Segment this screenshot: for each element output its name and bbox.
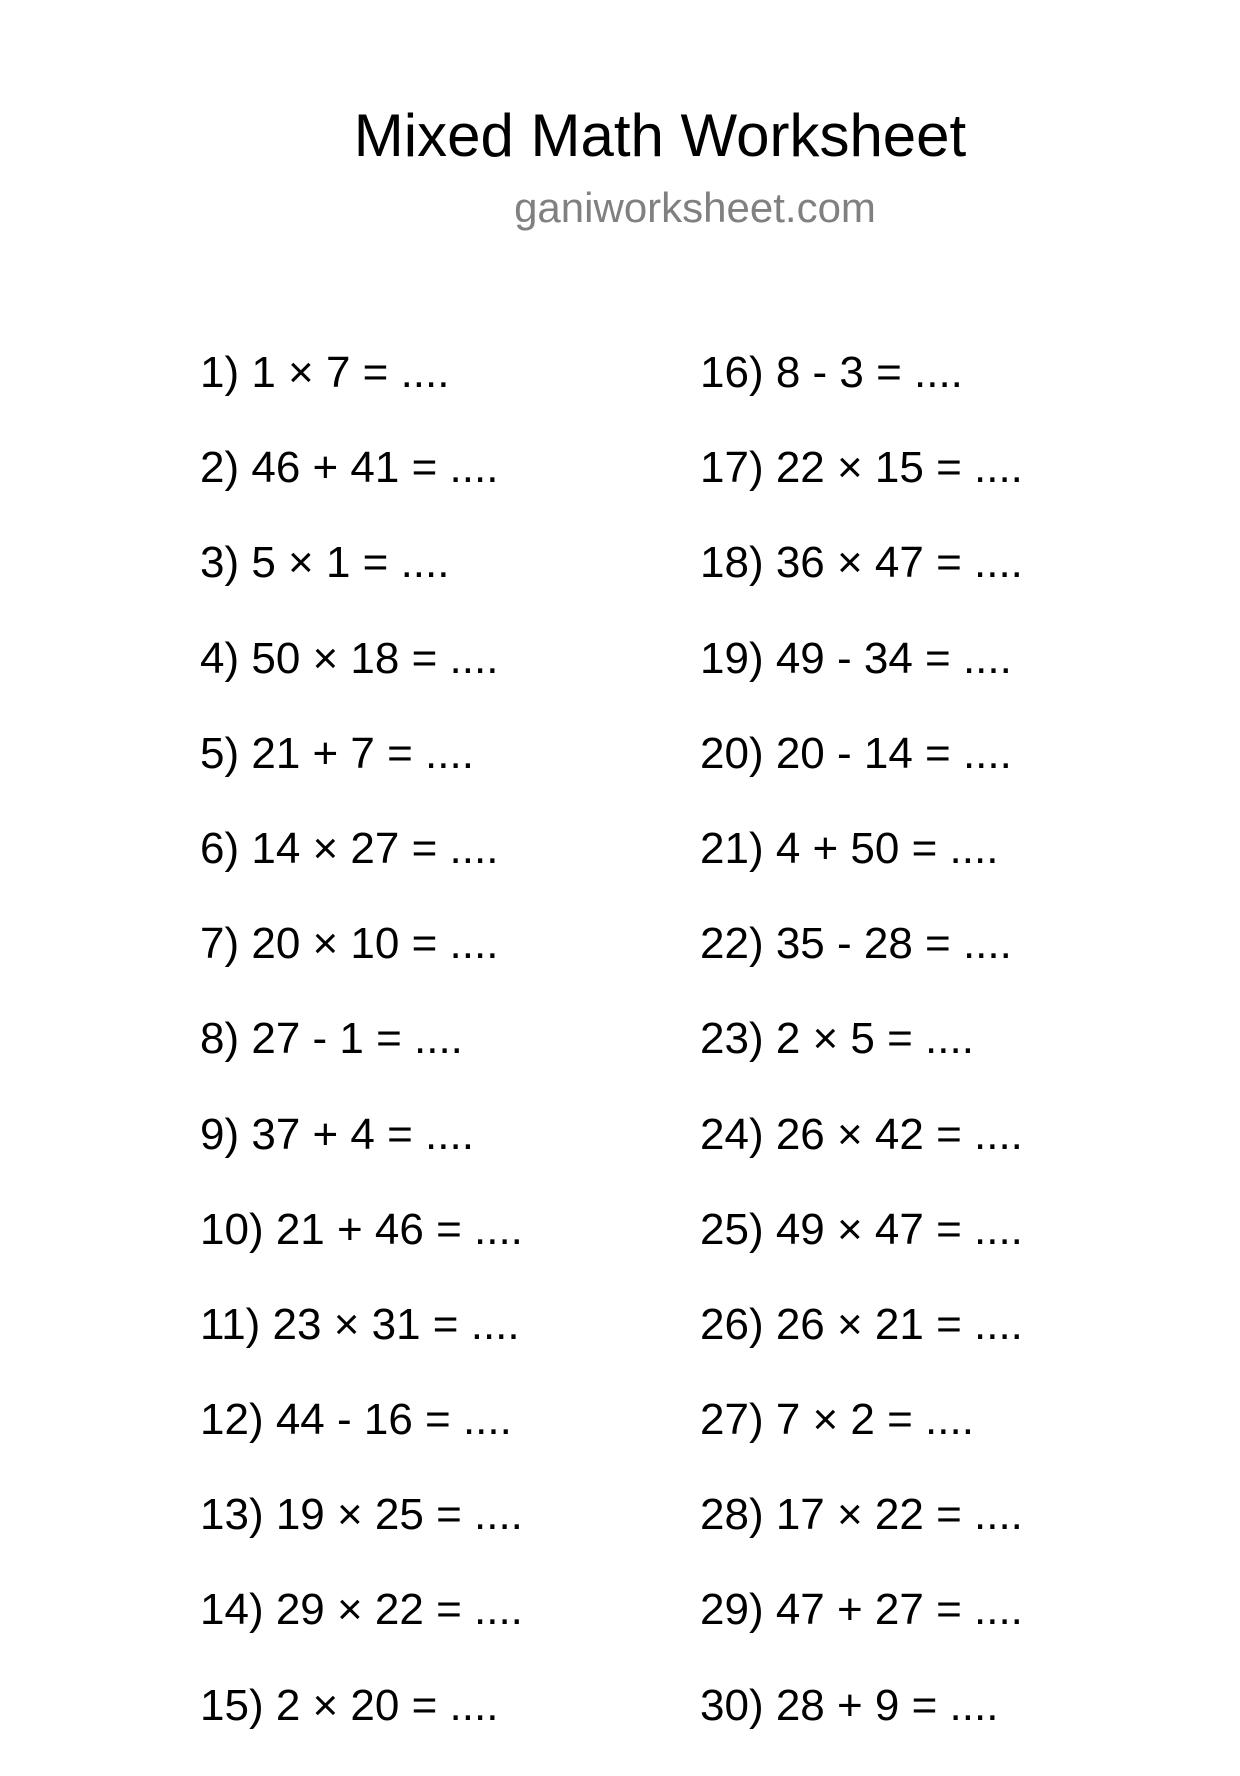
problem-item: 10) 21 + 46 = .... — [200, 1204, 523, 1254]
problem-item: 20) 20 - 14 = .... — [700, 728, 1012, 778]
page-title: Mixed Math Worksheet — [353, 102, 967, 169]
problem-item: 3) 5 × 1 = .... — [200, 538, 450, 588]
problem-item: 5) 21 + 7 = .... — [200, 728, 474, 778]
problem-item: 11) 23 × 31 = .... — [200, 1299, 520, 1349]
problem-item: 16) 8 - 3 = .... — [700, 348, 963, 397]
problem-item: 30) 28 + 9 = .... — [700, 1680, 999, 1730]
problem-column-right — [700, 348, 1023, 1776]
problem-item: 27) 7 × 2 = .... — [700, 1395, 974, 1445]
problem-item: 4) 50 × 18 = .... — [200, 633, 499, 683]
problem-item: 19) 49 - 34 = .... — [700, 633, 1012, 683]
problem-item: 29) 47 + 27 = .... — [700, 1585, 1023, 1635]
problem-item: 7) 20 × 10 = .... — [200, 919, 499, 969]
problem-item: 9) 37 + 4 = .... — [200, 1109, 474, 1159]
problem-item: 8) 27 - 1 = .... — [200, 1014, 463, 1064]
problem-item: 1) 1 × 7 = .... — [200, 348, 450, 397]
problem-item: 2) 46 + 41 = .... — [200, 443, 499, 493]
problem-item: 22) 35 - 28 = .... — [700, 919, 1012, 969]
problem-column-left — [200, 348, 523, 1776]
problem-item: 18) 36 × 47 = .... — [700, 538, 1023, 588]
problem-item: 28) 17 × 22 = .... — [700, 1490, 1023, 1540]
problem-item: 14) 29 × 22 = .... — [200, 1585, 523, 1635]
problem-item: 26) 26 × 21 = .... — [700, 1299, 1023, 1349]
problem-item: 24) 26 × 42 = .... — [700, 1109, 1023, 1159]
problem-item: 13) 19 × 25 = .... — [200, 1490, 523, 1540]
website-label: ganiworksheet.com — [514, 184, 876, 231]
problem-item: 17) 22 × 15 = .... — [700, 443, 1023, 493]
problem-item: 21) 4 + 50 = .... — [700, 823, 999, 873]
problem-item: 6) 14 × 27 = .... — [200, 823, 499, 873]
problem-item: 23) 2 × 5 = .... — [700, 1014, 974, 1064]
problem-item: 12) 44 - 16 = .... — [200, 1395, 512, 1445]
problem-item: 15) 2 × 20 = .... — [200, 1680, 499, 1730]
problem-item: 25) 49 × 47 = .... — [700, 1204, 1023, 1254]
